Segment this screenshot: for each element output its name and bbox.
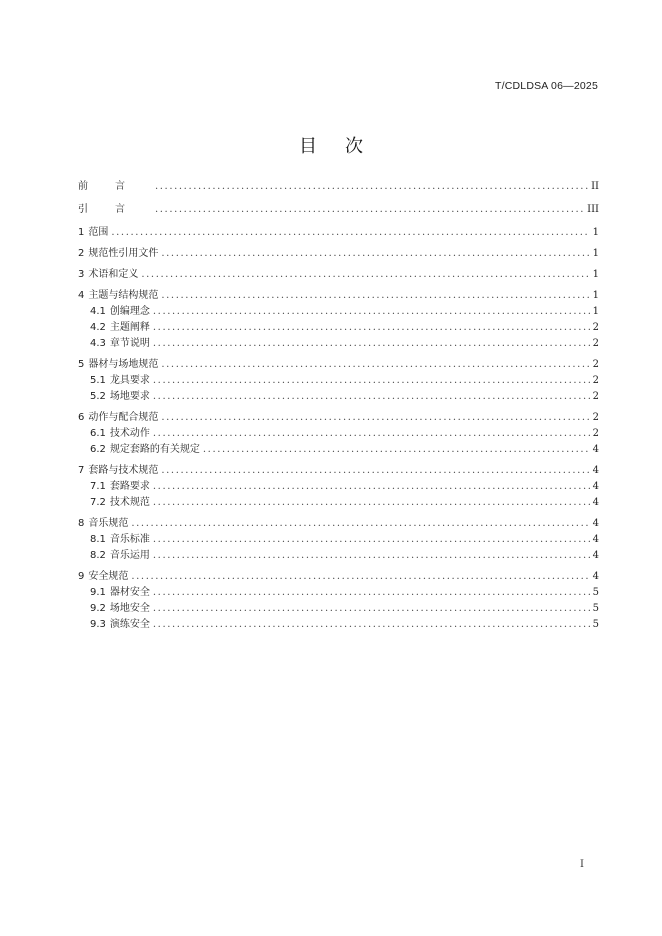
toc-entry-page: 2 [592, 428, 599, 439]
toc-entry-label [90, 601, 150, 617]
toc-entry-number: 9.2 [90, 603, 106, 614]
toc-entry-text: 术语和定义 [88, 269, 139, 280]
toc-entry-page: 4 [592, 497, 599, 508]
toc-entry-page: 1 [592, 290, 599, 301]
document-code: T/CDLDSA 06—2025 [494, 80, 598, 92]
toc-entry-page: 4 [592, 481, 599, 492]
toc-entry-page: 2 [592, 322, 599, 333]
toc-entry-page: 4 [592, 550, 599, 561]
toc-entry-page: 1 [592, 248, 599, 259]
toc-leader-dots [155, 202, 584, 218]
toc-entry[interactable] [78, 463, 599, 479]
toc-entry-text: 规定套路的有关规定 [109, 444, 200, 455]
toc-entry-text: 音乐运用 [109, 550, 150, 561]
toc-leader-dots [153, 585, 590, 601]
toc-leader-dots [153, 495, 590, 511]
title-char-2: 次 [345, 136, 363, 157]
toc-entry-label [78, 225, 108, 241]
toc-entry-label [90, 426, 150, 442]
toc-entry-number: 9.3 [90, 619, 106, 630]
toc-entry-text: 主题阐释 [109, 322, 150, 333]
toc-entry-page: 4 [592, 534, 599, 545]
toc-entry[interactable] [78, 304, 599, 320]
toc-entry[interactable] [78, 357, 599, 373]
toc-entry-label [90, 304, 150, 320]
toc-entry[interactable] [78, 426, 599, 442]
toc-leader-dots [153, 336, 590, 352]
toc-leader-dots [153, 601, 590, 617]
toc-entry-text: 套路要求 [109, 481, 150, 492]
toc-entry[interactable] [78, 267, 599, 283]
toc-leader-dots [161, 357, 589, 373]
toc-leader-dots [153, 304, 590, 320]
page-title [0, 132, 662, 158]
toc-entry-number: 7.2 [90, 497, 106, 508]
toc-entry[interactable] [78, 548, 599, 564]
toc-entry-number: 4 [78, 290, 85, 301]
table-of-contents [78, 179, 599, 633]
toc-entry[interactable] [78, 288, 599, 304]
toc-leader-dots [155, 179, 588, 195]
toc-leader-dots [131, 516, 589, 532]
toc-entry-label [90, 548, 150, 564]
toc-entry-label [90, 389, 150, 405]
toc-entry-text: 安全规范 [88, 571, 129, 582]
toc-entry-text: 引言 [78, 204, 152, 215]
toc-entry-page: 2 [592, 375, 599, 386]
toc-entry-label [78, 179, 152, 195]
toc-entry-page: 1 [592, 269, 599, 280]
toc-entry[interactable] [78, 179, 599, 195]
toc-entry[interactable] [78, 442, 599, 458]
toc-entry-page: 1 [592, 227, 599, 238]
toc-leader-dots [153, 389, 590, 405]
toc-entry-text: 创编理念 [109, 306, 150, 317]
toc-leader-dots [153, 532, 590, 548]
toc-entry-text: 范围 [88, 227, 109, 238]
toc-entry-text: 规范性引用文件 [88, 248, 159, 259]
toc-entry-text: 音乐规范 [88, 518, 129, 529]
toc-leader-dots [161, 246, 589, 262]
toc-leader-dots [131, 569, 589, 585]
toc-entry-text: 套路与技术规范 [88, 465, 159, 476]
toc-entry-number: 6 [78, 412, 85, 423]
toc-entry-number: 8.1 [90, 534, 106, 545]
toc-entry[interactable] [78, 320, 599, 336]
toc-entry-label [90, 495, 150, 511]
toc-entry-number: 6.2 [90, 444, 106, 455]
toc-entry-label [90, 617, 150, 633]
toc-leader-dots [153, 426, 590, 442]
toc-entry-text: 技术规范 [109, 497, 150, 508]
toc-entry-label [90, 585, 150, 601]
toc-leader-dots [153, 548, 590, 564]
toc-entry[interactable] [78, 495, 599, 511]
toc-entry-label [90, 532, 150, 548]
toc-entry-label [90, 479, 150, 495]
toc-entry-text: 主题与结构规范 [88, 290, 159, 301]
toc-entry-page: 4 [592, 518, 599, 529]
toc-entry-page: 1 [592, 306, 599, 317]
toc-leader-dots [153, 373, 590, 389]
toc-entry-page: 2 [592, 338, 599, 349]
toc-entry-text: 前言 [78, 181, 152, 192]
toc-leader-dots [141, 267, 589, 283]
toc-leader-dots [153, 479, 590, 495]
toc-entry-page: 2 [592, 412, 599, 423]
toc-entry-text: 器材与场地规范 [88, 359, 159, 370]
toc-entry[interactable] [78, 246, 599, 262]
toc-entry-label [78, 288, 158, 304]
toc-entry-page: 4 [592, 571, 599, 582]
toc-leader-dots [161, 288, 589, 304]
toc-entry-page: 2 [592, 391, 599, 402]
toc-entry-text: 器材安全 [109, 587, 150, 598]
toc-entry[interactable] [78, 601, 599, 617]
toc-entry-label [78, 202, 152, 218]
toc-entry-number: 8.2 [90, 550, 106, 561]
toc-entry-page: 4 [592, 465, 599, 476]
toc-entry-label [90, 373, 150, 389]
toc-entry-number: 8 [78, 518, 85, 529]
toc-entry-page: 2 [592, 359, 599, 370]
toc-entry[interactable] [78, 225, 599, 241]
toc-entry-number: 4.2 [90, 322, 106, 333]
toc-leader-dots [153, 320, 590, 336]
toc-entry-number: 7.1 [90, 481, 106, 492]
toc-entry-number: 2 [78, 248, 85, 259]
toc-entry[interactable] [78, 202, 599, 218]
toc-leader-dots [161, 410, 589, 426]
toc-entry-label [78, 410, 158, 426]
toc-entry-number: 1 [78, 227, 85, 238]
toc-entry-text: 场地要求 [109, 391, 150, 402]
toc-entry-number: 9 [78, 571, 85, 582]
toc-entry[interactable] [78, 617, 599, 633]
toc-entry-text: 演练安全 [109, 619, 150, 630]
toc-entry-number: 4.1 [90, 306, 106, 317]
toc-entry[interactable] [78, 479, 599, 495]
toc-entry-number: 6.1 [90, 428, 106, 439]
toc-entry-page: 4 [592, 444, 599, 455]
page-number: I [580, 859, 584, 870]
toc-leader-dots [153, 617, 590, 633]
toc-entry-page: II [591, 181, 599, 192]
toc-entry-label [90, 442, 200, 458]
toc-entry[interactable] [78, 516, 599, 532]
toc-leader-dots [111, 225, 589, 241]
toc-entry-text: 技术动作 [109, 428, 150, 439]
toc-entry-label [90, 320, 150, 336]
toc-entry-text: 章节说明 [109, 338, 150, 349]
toc-entry[interactable] [78, 569, 599, 585]
toc-entry-label [78, 463, 158, 479]
toc-entry-number: 7 [78, 465, 85, 476]
toc-entry-number: 5 [78, 359, 85, 370]
toc-entry[interactable] [78, 389, 599, 405]
toc-entry-text: 音乐标准 [109, 534, 150, 545]
toc-entry-text: 场地安全 [109, 603, 150, 614]
toc-entry-text: 龙具要求 [109, 375, 150, 386]
toc-entry[interactable] [78, 336, 599, 352]
toc-entry-label [78, 357, 158, 373]
toc-entry-label [90, 336, 150, 352]
toc-entry-text: 动作与配合规范 [88, 412, 159, 423]
toc-entry[interactable] [78, 410, 599, 426]
toc-entry[interactable] [78, 532, 599, 548]
toc-entry-number: 9.1 [90, 587, 106, 598]
toc-entry-number: 3 [78, 269, 85, 280]
toc-entry-number: 5.2 [90, 391, 106, 402]
title-char-1: 目 [299, 136, 317, 157]
toc-entry-number: 5.1 [90, 375, 106, 386]
toc-entry-page: 5 [592, 619, 599, 630]
toc-leader-dots [203, 442, 590, 458]
toc-entry-label [78, 246, 158, 262]
toc-entry-page: 5 [592, 587, 599, 598]
toc-entry[interactable] [78, 373, 599, 389]
toc-entry-page: III [587, 204, 599, 215]
toc-entry-label [78, 569, 128, 585]
toc-entry-label [78, 267, 138, 283]
toc-entry[interactable] [78, 585, 599, 601]
toc-entry-number: 4.3 [90, 338, 106, 349]
toc-entry-page: 5 [592, 603, 599, 614]
toc-leader-dots [161, 463, 589, 479]
toc-entry-label [78, 516, 128, 532]
